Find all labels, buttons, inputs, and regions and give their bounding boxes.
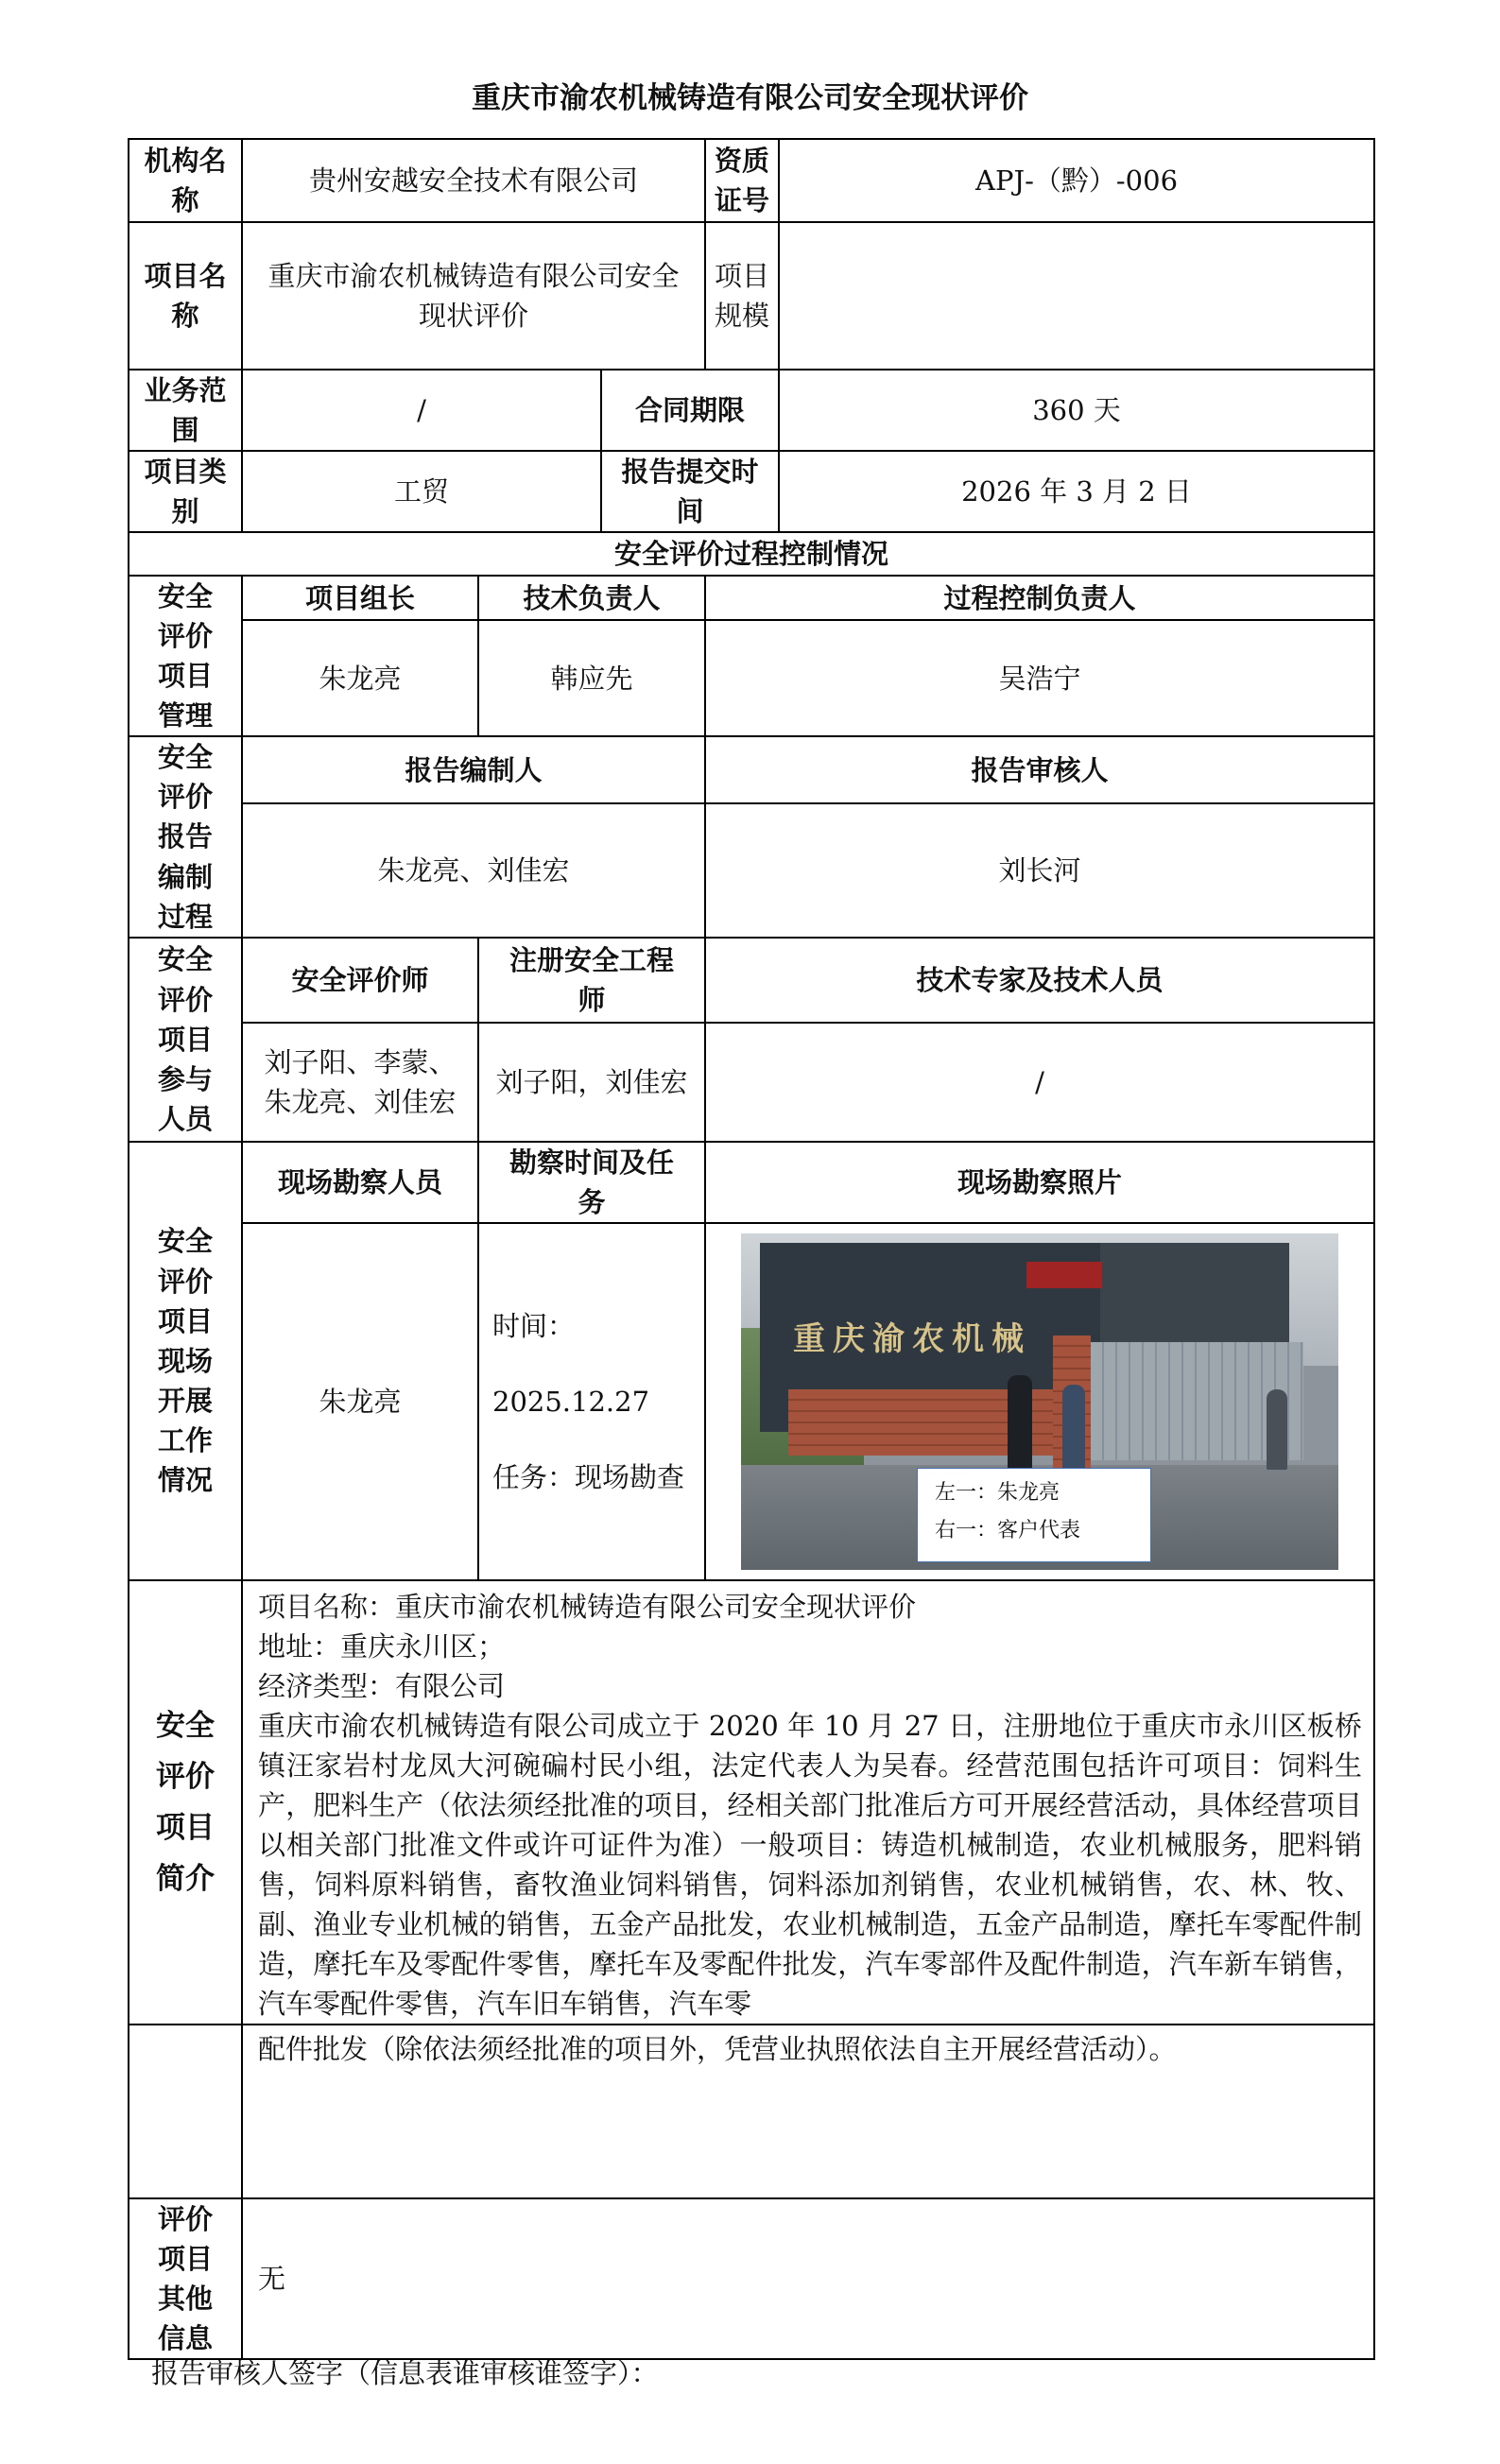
participants-header-engineer: 注册安全工程师 [478, 938, 705, 1023]
participants-assessor: 刘子阳、李蒙、朱龙亮、刘佳宏 [242, 1023, 478, 1142]
reviewer-signature-line: 报告审核人签字（信息表谁审核谁签字）： [151, 2357, 659, 2389]
intro-content [242, 1580, 1374, 2025]
business-label: 业务范围 [129, 370, 242, 451]
other-label: 评价项目其他信息 [129, 2198, 242, 2359]
intro-address-line: 地址：重庆永川区； [258, 1629, 506, 1663]
report-header-author: 报告编制人 [242, 736, 705, 803]
onsite-label: 安全评价项目现场开展工作情况 [129, 1142, 242, 1580]
participants-label: 安全评价项目参与人员 [129, 938, 242, 1142]
intro-econ-line: 经济类型：有限公司 [258, 1669, 506, 1702]
document-title: 重庆市渝农机械铸造有限公司安全现状评价 [472, 81, 1028, 115]
management-control: 吴浩宁 [705, 620, 1374, 736]
participants-header-expert: 技术专家及技术人员 [705, 938, 1374, 1023]
project-name-label: 项目名称 [129, 222, 242, 370]
management-tech: 韩应先 [478, 620, 705, 736]
onsite-header-person: 现场勘察人员 [242, 1142, 478, 1223]
report-process-label: 安全评价报告编制过程 [129, 736, 242, 937]
info-table [128, 138, 1375, 2360]
cert-value: APJ-（黔）-006 [779, 139, 1374, 222]
report-author: 朱龙亮、刘佳宏 [242, 803, 705, 938]
intro-body: 重庆市渝农机械铸造有限公司成立于 2020 年 10 月 27 日，注册地位于重庆市永川区板桥镇汪家岩村龙凤大河碗碥村民小组，法定代表人为吴春。经营范围包括许可项目：饲料生产，肥料生产（依法须经批准的项目，经相关部门批准后方可开展经营活动，具体经营项目以相关部门批准文件或许可证件为准）一般项目：铸造机械制造，农业机械服务，肥料销售，饲料原料销售，畜牧渔业饲料销售，饲料添加剂销售，农业机械销售，农、林、牧、副、渔业专业机械的销售，五金产品批发，农业机械制造，五金产品制造，摩托车零配件制造，摩托车及零配件零售，摩托车及零配件批发，汽车零部件及配件制造，汽车新车销售，汽车零配件零售，汽车旧车销售，汽车零 [258, 1709, 1363, 2021]
photo-sign-text: 重庆渝农机械 [793, 1319, 1032, 1358]
contract-label: 合同期限 [601, 370, 779, 451]
onsite-time: 时间：2025.12.27 [492, 1309, 650, 1418]
category-label: 项目类别 [129, 451, 242, 532]
participants-header-assessor: 安全评价师 [242, 938, 478, 1023]
project-name-value: 重庆市渝农机械铸造有限公司安全现状评价 [242, 222, 705, 370]
project-scale-value [779, 222, 1374, 370]
management-leader: 朱龙亮 [242, 620, 478, 736]
onsite-header-time: 勘察时间及任务 [478, 1142, 705, 1223]
onsite-header-photo: 现场勘察照片 [705, 1142, 1374, 1223]
org-label: 机构名称 [129, 139, 242, 222]
onsite-task: 任务：现场勘查 [492, 1460, 685, 1493]
project-scale-label: 项目规模 [705, 222, 779, 370]
other-value: 无 [242, 2198, 1374, 2359]
intro-label: 安全评价项目简介 [129, 1580, 242, 2025]
submit-value: 2026 年 3 月 2 日 [779, 451, 1374, 532]
caption-right: 右一：客户代表 [935, 1518, 1081, 1542]
management-header-leader: 项目组长 [242, 576, 478, 620]
participants-engineer: 刘子阳，刘佳宏 [478, 1023, 705, 1142]
management-header-control: 过程控制负责人 [705, 576, 1374, 620]
onsite-person: 朱龙亮 [242, 1223, 478, 1580]
report-header-reviewer: 报告审核人 [705, 736, 1374, 803]
cert-label: 资质证号 [705, 139, 779, 222]
contract-value: 360 天 [779, 370, 1374, 451]
intro-continued: 配件批发（除依法须经批准的项目外，凭营业执照依法自主开展经营活动）。 [242, 2025, 1374, 2198]
participants-expert: / [705, 1023, 1374, 1142]
category-value: 工贸 [242, 451, 601, 532]
photo-caption [917, 1468, 1151, 1562]
intro-continued-label-cell [129, 2025, 242, 2198]
org-value: 贵州安越安全技术有限公司 [242, 139, 705, 222]
site-photo [741, 1233, 1338, 1570]
intro-name-line: 项目名称：重庆市渝农机械铸造有限公司安全现状评价 [258, 1590, 917, 1623]
management-label: 安全评价项目管理 [129, 576, 242, 736]
report-reviewer: 刘长河 [705, 803, 1374, 938]
caption-left: 左一：朱龙亮 [935, 1480, 1060, 1505]
management-header-tech: 技术负责人 [478, 576, 705, 620]
section-title: 安全评价过程控制情况 [129, 532, 1374, 576]
business-value: / [242, 370, 601, 451]
submit-label: 报告提交时间 [601, 451, 779, 532]
